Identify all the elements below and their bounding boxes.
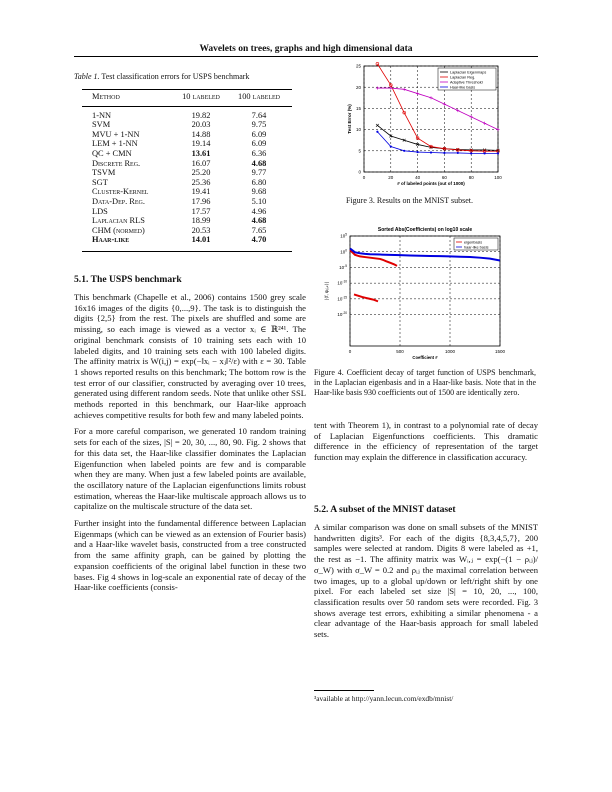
data-point <box>376 131 378 133</box>
y-tick-label: $10^{-20}$ <box>337 311 347 318</box>
method-cell: SVM <box>92 120 111 130</box>
figure3-caption: Figure 3. Results on the MNIST subset. <box>346 196 473 205</box>
y-tick-label: 15 <box>355 106 361 111</box>
x-axis-label: # of labeled points (out of 1000) <box>397 181 465 186</box>
method-cell: LDS <box>92 206 108 216</box>
running-head: Wavelets on trees, graphs and high dimensional data <box>199 44 413 54</box>
plot-area <box>350 236 500 346</box>
figure4-chart <box>312 222 538 360</box>
legend-label: Adaptive Threshold <box>450 80 483 85</box>
method-cell: Laplacian RLS <box>92 216 145 226</box>
table-header-row <box>92 92 288 102</box>
method-cell: TSVM <box>92 168 116 178</box>
legend-label: Laplacian Reg. <box>450 75 476 80</box>
data-point <box>497 152 499 154</box>
y-tick-label: $10^{-10}$ <box>337 279 347 286</box>
table1-caption <box>74 72 306 82</box>
table-row <box>92 197 288 207</box>
value-100-labeled: 9.75 <box>251 120 267 130</box>
header-100-labeled: 100 labeled <box>238 92 280 101</box>
y-axis-label: Test Error (%) <box>347 104 352 134</box>
y-tick-label: $10^{-15}$ <box>337 295 347 302</box>
legend-label: Laplacian Eigenmaps <box>450 70 487 75</box>
data-point <box>484 152 486 154</box>
value-10-labeled: 19.82 <box>191 110 211 120</box>
value-10-labeled: 19.14 <box>191 139 211 149</box>
y-tick-label: $10^0$ <box>340 248 347 255</box>
table1-bottom-rule <box>82 251 292 252</box>
paragraph: For a more careful comparison, we generated 10 random training sets for each of the sizes, |S| = 20, 30, ..., 80, 90. Fig. 2 shows that for this data set, the Haar-like classifier dominates the Laplacian Eigenfunction when labeled points are few and is comparable when they are many. When just a few labeled points are available, the oscillatory nature of the Laplacian eigenfunctions limits robust estimation, whereas the Haar-like multiscale approach allows us to capitalize on the multiscale structure of the data set. <box>74 426 306 512</box>
table-row <box>92 111 288 121</box>
section-5-2-body <box>314 522 538 646</box>
header-method: Method <box>92 92 120 101</box>
data-point <box>417 151 419 153</box>
x-tick-label: 100 <box>494 175 502 180</box>
method-cell: SGT <box>92 177 108 187</box>
table-row <box>92 159 288 169</box>
value-10-labeled: 17.96 <box>191 196 211 206</box>
legend-label: haar-like basis <box>464 245 489 250</box>
value-100-labeled: 4.70 <box>251 235 267 245</box>
x-tick-label: 60 <box>441 175 447 180</box>
footnote-rule <box>314 690 374 691</box>
x-tick-label: 1000 <box>444 349 456 354</box>
value-100-labeled: 4.96 <box>251 206 267 216</box>
table-row <box>92 178 288 188</box>
method-cell: Cluster-Kernel <box>92 187 149 197</box>
table1 <box>92 92 288 245</box>
table-row <box>92 120 288 130</box>
method-cell: 1-NN <box>92 110 112 120</box>
value-100-labeled: 9.77 <box>251 168 267 178</box>
data-point <box>443 152 445 154</box>
value-100-labeled: 6.09 <box>251 139 267 149</box>
data-point <box>430 151 432 153</box>
value-100-labeled: 6.80 <box>251 177 267 187</box>
table-row <box>92 235 288 245</box>
x-axis-label: Coefficient # <box>412 355 438 360</box>
table-row <box>92 207 288 217</box>
header-10-labeled: 10 labeled <box>182 92 220 101</box>
x-tick-label: 0 <box>348 349 352 354</box>
x-tick-label: 80 <box>468 175 474 180</box>
x-tick-label: 20 <box>388 175 394 180</box>
y-tick-label: 10 <box>355 127 361 133</box>
table-row <box>92 168 288 178</box>
x-tick-label: 40 <box>415 175 421 180</box>
data-point <box>457 152 459 154</box>
data-point <box>390 145 392 147</box>
legend-label: Haar-like basis <box>450 85 476 90</box>
y-tick-label: 0 <box>358 169 361 175</box>
method-cell: CHM (normed) <box>92 225 145 235</box>
x-tick-label: 0 <box>362 175 366 180</box>
right-column-continuation <box>314 420 538 469</box>
value-10-labeled: 18.99 <box>191 216 211 226</box>
value-100-labeled: 4.68 <box>251 216 267 226</box>
y-axis-label: |⟨f, ψᵢⱼ,ₖ⟩| <box>324 282 329 300</box>
value-10-labeled: 20.53 <box>191 225 211 235</box>
method-cell: Discrete Reg. <box>92 158 141 168</box>
value-100-labeled: 7.65 <box>251 225 267 235</box>
table-row <box>92 139 288 149</box>
value-100-labeled: 7.64 <box>251 110 267 120</box>
value-10-labeled: 19.41 <box>191 187 211 197</box>
chart-title: Sorted Abs(Coefficients) on log10 scale <box>377 227 473 233</box>
y-tick-label: $10^5$ <box>340 232 347 239</box>
paragraph: This benchmark (Chapelle et al., 2006) contains 1500 grey scale 16x16 images of the digits {0,...,9}. The task is to distinguish the digits {2,5} from the rest. The pixels are shuffled and some are missing, so each image is viewed as a vector xᵢ ∈ ℝ²⁴¹. The original benchmark consists of 10 training sets each with 10 labeled digits, and 10 training sets each with 100 labeled digits. The affinity matrix is W(i,j) = exp(−‖xᵢ − xⱼ‖²/ε) with ε = 30. Table 1 shows reported results on this benchmark; The bottom row is the test error of our classifier, constructed by averaging over 10 trees, generated using different random seeds. Note that unlike other SSL methods reported in this benchmark, our Haar-like approach achieves competitive results for both few and many labeled points. <box>74 292 306 420</box>
table1-caption-text: Test classification errors for USPS benchmark <box>101 72 250 81</box>
table-row <box>92 149 288 159</box>
value-100-labeled: 5.10 <box>251 196 267 206</box>
value-100-labeled: 6.09 <box>251 129 267 139</box>
y-tick-label: 5 <box>358 148 361 154</box>
value-10-labeled: 17.57 <box>191 206 211 216</box>
value-10-labeled: 25.20 <box>191 168 211 178</box>
paragraph: tent with Theorem 1), in contrast to a polynomial rate of decay of Laplacian Eigenfunctions coefficients. This dramatic difference in the efficiency of representation of the target function may explain the difference in classification accuracy. <box>314 420 538 463</box>
method-cell: Haar-like <box>92 235 130 245</box>
figure4-caption: Figure 4. Coefficient decay of target function of USPS benchmark, in the Laplacian eigenbasis and in a Haar-like basis. Note that in the Haar-like basis 930 coefficients out of 1500 are identically zero. <box>314 368 536 397</box>
footnote: ³available at http://yann.lecun.com/exdb/mnist/ <box>314 694 454 703</box>
method-cell: QC + CMN <box>92 148 132 158</box>
y-tick-label: $10^{-5}$ <box>339 264 347 271</box>
value-10-labeled: 25.36 <box>191 177 211 187</box>
y-tick-label: 20 <box>355 84 361 90</box>
value-100-labeled: 9.68 <box>251 187 267 197</box>
value-100-labeled: 6.36 <box>251 148 267 158</box>
method-cell: MVU + 1-NN <box>92 129 140 139</box>
paragraph: Further insight into the fundamental difference between Laplacian Eigenmaps (which can be viewed as an extension of Fourier basis) and a Haar-like wavelet basis, constructed from a tree constructed from the same affinity graph, can be gained by plotting the expansion coefficients of the original label function in these two bases. Fig 4 shows in log-scale an exponential rate of decay of the Haar-like coefficients (consis- <box>74 518 306 593</box>
legend-label: eigenbasis <box>464 240 483 245</box>
method-cell: LEM + 1-NN <box>92 139 138 149</box>
table1-top-rule <box>82 89 292 90</box>
table-row <box>92 216 288 226</box>
section-5-1-body <box>74 292 306 599</box>
paragraph: A similar comparison was done on small subsets of the MNIST handwritten digits³. For each of the digits {8,3,4,5,7}, 200 samples were selected at random. Digits 8 were labeled as +1, the rest as −1. The affinity matrix was Wᵢ,ⱼ = exp(−(1 − ρᵢⱼ)/σ_W) with σ_W = 0.2 and ρᵢⱼ the maximal correlation between two images, up to a global up/down or left/right shift by one pixel. For each labeled set size |S| = 10, 20, ..., 100, classification results over 50 random sets were recorded. Fig. 3 shows average test errors, exhibiting a similar phenomena - a clear advantage of the Haar-basis approach for small labeled sets. <box>314 522 538 640</box>
value-10-labeled: 14.88 <box>191 129 211 139</box>
x-tick-label: 500 <box>396 349 404 354</box>
table1-header-rule <box>82 106 292 107</box>
data-point <box>470 152 472 154</box>
table-row <box>92 187 288 197</box>
x-tick-label: 1500 <box>494 349 506 354</box>
data-point <box>376 62 379 65</box>
section-5-2-title: 5.2. A subset of the MNIST dataset <box>314 504 456 515</box>
table-row <box>92 130 288 140</box>
value-10-labeled: 13.61 <box>191 148 211 158</box>
value-10-labeled: 14.01 <box>191 235 211 245</box>
value-10-labeled: 20.03 <box>191 120 211 130</box>
header-rule <box>74 56 538 57</box>
method-cell: Data-Dep. Reg. <box>92 196 145 206</box>
section-5-1-title: 5.1. The USPS benchmark <box>74 274 182 285</box>
figure3-chart <box>312 60 538 190</box>
value-10-labeled: 16.07 <box>191 158 211 168</box>
data-point <box>403 150 405 152</box>
table1-caption-label: Table 1. <box>74 72 100 81</box>
y-tick-label: 25 <box>355 63 361 69</box>
value-100-labeled: 4.68 <box>251 158 267 168</box>
table-row <box>92 226 288 236</box>
